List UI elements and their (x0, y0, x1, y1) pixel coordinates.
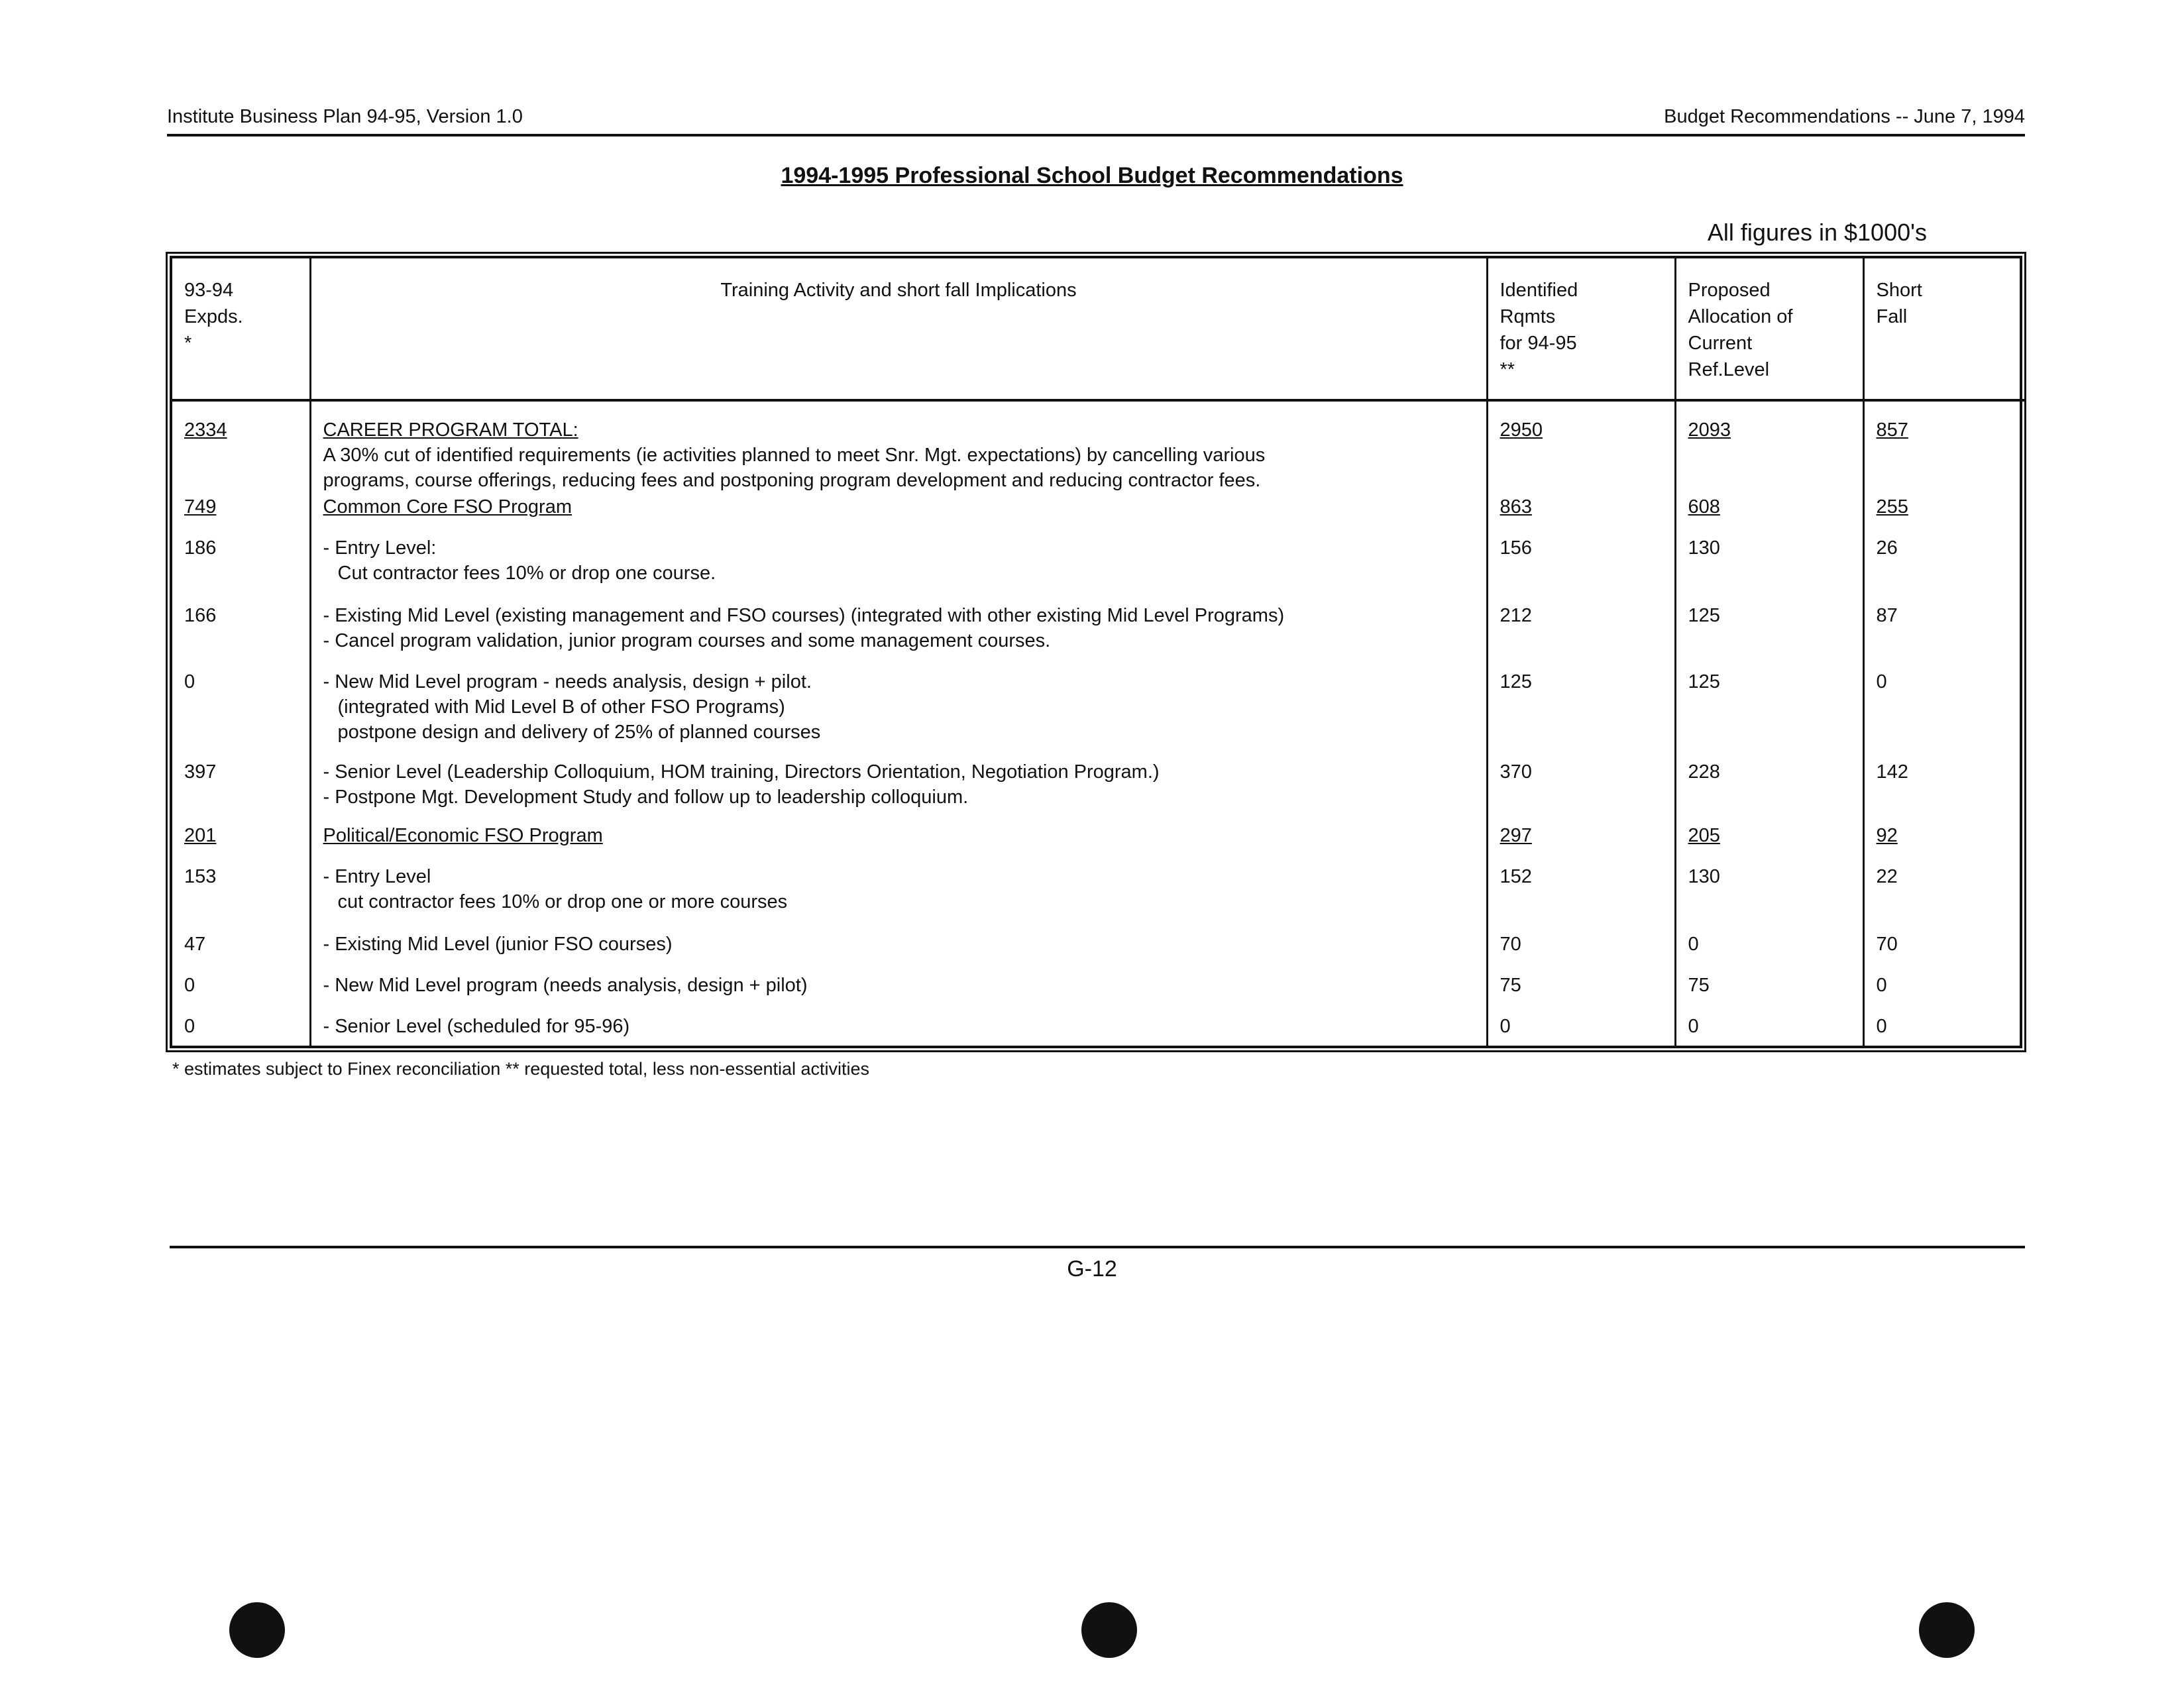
table-row (172, 759, 2025, 823)
header-expds: 93-94 Expds. * (172, 258, 310, 400)
table-row (172, 823, 2025, 864)
cell-expds: 47 (184, 934, 206, 955)
cell-expds: 749 (184, 496, 217, 518)
cell-identified: 125 (1487, 669, 1675, 759)
table-row (172, 973, 2025, 1014)
table-row (172, 400, 2025, 494)
budget-table (172, 258, 2025, 1046)
cell-expds: 397 (184, 761, 217, 783)
footer-rule (170, 1246, 2025, 1248)
cell-activity: - Entry Level cut contractor fees 10% or drop one or more courses (310, 864, 1487, 932)
page-number: G-12 (1067, 1256, 1117, 1282)
cell-shortfall: 22 (1863, 864, 2025, 932)
table-row (172, 864, 2025, 932)
table-row (172, 669, 2025, 759)
table-row (172, 535, 2025, 603)
cell-proposed: 608 (1675, 494, 1863, 535)
cell-activity: - New Mid Level program (needs analysis, design + pilot) (310, 973, 1487, 1014)
table-row (172, 1014, 2025, 1046)
cell-identified: 2950 (1487, 400, 1675, 494)
header-rule (167, 134, 2025, 137)
cell-proposed: 130 (1675, 864, 1863, 932)
header-left: Institute Business Plan 94-95, Version 1.0 (167, 106, 523, 127)
cell-shortfall: 92 (1863, 823, 2025, 864)
table-row (172, 494, 2025, 535)
cell-shortfall: 26 (1863, 535, 2025, 603)
punch-hole-right (1919, 1602, 1975, 1658)
budget-table-frame (170, 256, 2022, 1048)
cell-expds: 201 (184, 825, 217, 846)
cell-activity: - Entry Level: Cut contractor fees 10% or drop one course. (310, 535, 1487, 603)
cell-expds: 166 (184, 605, 217, 626)
cell-activity: - Existing Mid Level (existing management and FSO courses) (integrated with other existing Mid Level Programs) - Cancel program validation, junior program courses and some management courses. (310, 603, 1487, 669)
footnote: * estimates subject to Finex reconciliation ** requested total, less non-essential activities (172, 1059, 870, 1079)
cell-shortfall: 857 (1863, 400, 2025, 494)
cell-identified: 370 (1487, 759, 1675, 823)
table-row (172, 603, 2025, 669)
cell-activity: CAREER PROGRAM TOTAL: A 30% cut of identified requirements (ie activities planned to meet Snr. Mgt. expectations) by cancelling various programs, course offerings, reducing fees and postponing program development and reducing contractor fees. (310, 400, 1487, 494)
cell-activity: - Existing Mid Level (junior FSO courses) (310, 932, 1487, 973)
table-row (172, 932, 2025, 973)
cell-expds: 0 (184, 1016, 195, 1037)
cell-proposed: 228 (1675, 759, 1863, 823)
cell-proposed: 205 (1675, 823, 1863, 864)
units-note: All figures in $1000's (1707, 219, 1927, 246)
cell-proposed: 125 (1675, 669, 1863, 759)
cell-expds: 186 (184, 537, 217, 559)
cell-identified: 212 (1487, 603, 1675, 669)
cell-expds: 2334 (184, 419, 227, 441)
punch-hole-center (1081, 1602, 1137, 1658)
cell-activity: - Senior Level (Leadership Colloquium, HOM training, Directors Orientation, Negotiation Program.) - Postpone Mgt. Development Study and follow up to leadership colloquium. (310, 759, 1487, 823)
cell-activity: Common Core FSO Program (310, 494, 1487, 535)
cell-identified: 156 (1487, 535, 1675, 603)
cell-proposed: 125 (1675, 603, 1863, 669)
header-shortfall: Short Fall (1863, 258, 2025, 400)
page-title: 1994-1995 Professional School Budget Recommendations (781, 163, 1403, 188)
cell-shortfall: 0 (1863, 669, 2025, 759)
cell-identified: 863 (1487, 494, 1675, 535)
table-header-row (172, 258, 2025, 400)
cell-identified: 70 (1487, 932, 1675, 973)
cell-shortfall: 87 (1863, 603, 2025, 669)
cell-identified: 297 (1487, 823, 1675, 864)
punch-hole-left (229, 1602, 285, 1658)
cell-shortfall: 0 (1863, 973, 2025, 1014)
cell-proposed: 0 (1675, 1014, 1863, 1046)
cell-identified: 0 (1487, 1014, 1675, 1046)
cell-activity: - Senior Level (scheduled for 95-96) (310, 1014, 1487, 1046)
header-identified: Identified Rqmts for 94-95 ** (1487, 258, 1675, 400)
cell-proposed: 0 (1675, 932, 1863, 973)
cell-proposed: 75 (1675, 973, 1863, 1014)
header-proposed: Proposed Allocation of Current Ref.Level (1675, 258, 1863, 400)
cell-shortfall: 255 (1863, 494, 2025, 535)
cell-activity: - New Mid Level program - needs analysis, design + pilot. (integrated with Mid Level B of other FSO Programs) postpone design and delivery of 25% of planned courses (310, 669, 1487, 759)
header-activity: Training Activity and short fall Implications (310, 258, 1487, 400)
cell-identified: 152 (1487, 864, 1675, 932)
cell-expds: 0 (184, 671, 195, 692)
cell-shortfall: 0 (1863, 1014, 2025, 1046)
cell-identified: 75 (1487, 973, 1675, 1014)
cell-shortfall: 142 (1863, 759, 2025, 823)
cell-expds: 0 (184, 975, 195, 996)
header-right: Budget Recommendations -- June 7, 1994 (1664, 106, 2025, 127)
cell-activity: Political/Economic FSO Program (310, 823, 1487, 864)
cell-proposed: 2093 (1675, 400, 1863, 494)
cell-proposed: 130 (1675, 535, 1863, 603)
cell-expds: 153 (184, 866, 217, 887)
cell-shortfall: 70 (1863, 932, 2025, 973)
